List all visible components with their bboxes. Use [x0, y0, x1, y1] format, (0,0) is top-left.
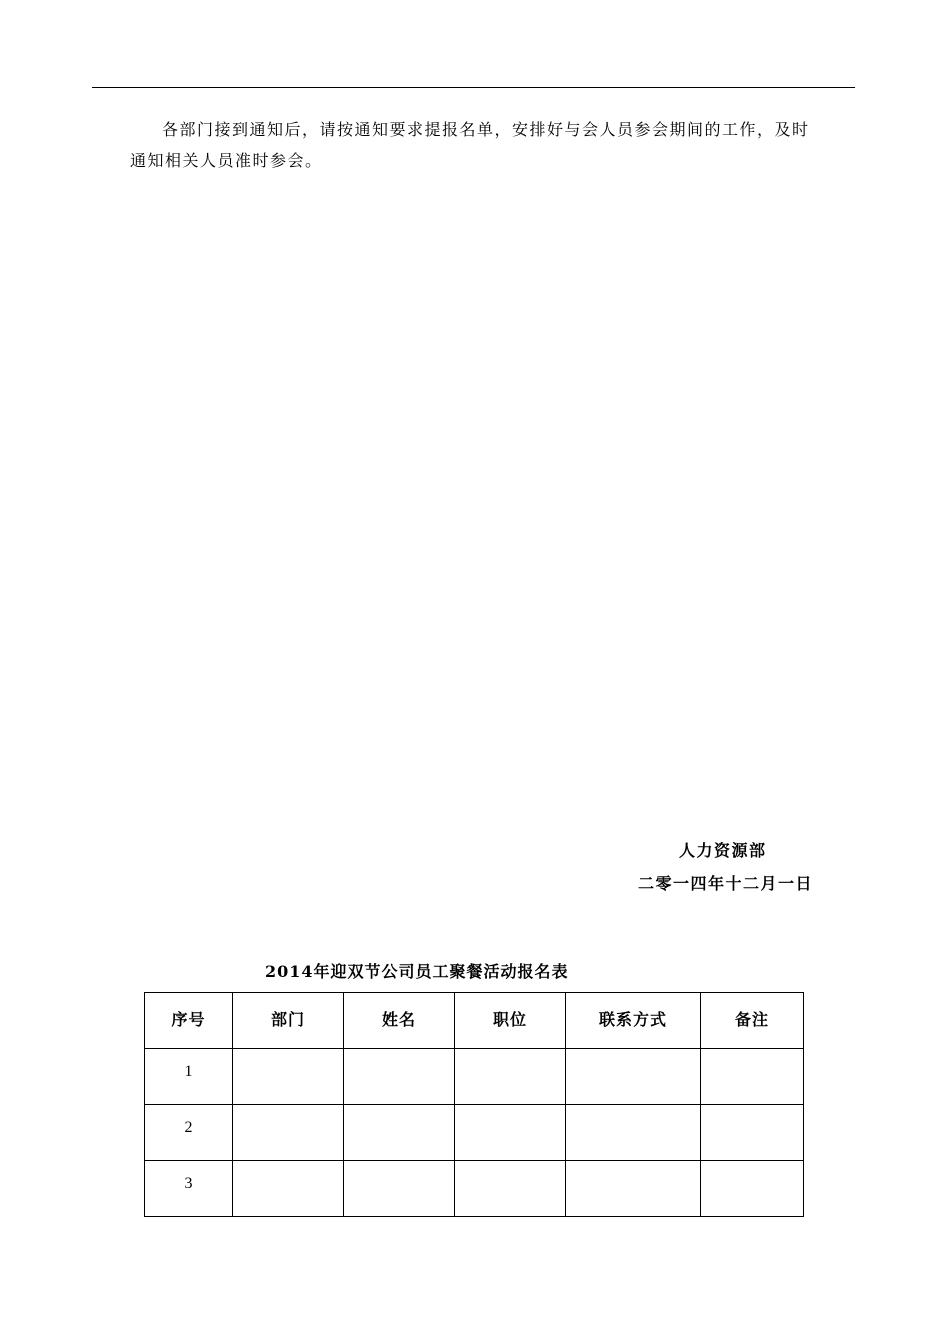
cell-position[interactable] — [455, 1049, 566, 1105]
signature-department: 人力资源部 — [679, 841, 767, 860]
notice-line-1: 各部门接到通知后，请按通知要求提报名单，安排好与会人员参会期间的工作，及时 — [162, 120, 810, 139]
cell-remarks[interactable] — [701, 1105, 804, 1161]
cell-position[interactable] — [455, 1105, 566, 1161]
cell-department[interactable] — [233, 1049, 344, 1105]
cell-contact[interactable] — [566, 1105, 701, 1161]
signature-date: 二零一四年十二月一日 — [638, 874, 814, 893]
row-index: 2 — [145, 1105, 233, 1161]
table-row — [145, 1049, 804, 1105]
form-title: 2014年迎双节公司员工聚餐活动报名表 — [265, 962, 569, 981]
notice-line-2: 通知相关人员准时参会。 — [130, 151, 323, 170]
header-index: 序号 — [145, 993, 233, 1049]
cell-position[interactable] — [455, 1161, 566, 1217]
table-row — [145, 1161, 804, 1217]
cell-contact[interactable] — [566, 1049, 701, 1105]
notice-paragraph — [130, 114, 860, 176]
table-row — [145, 1105, 804, 1161]
cell-remarks[interactable] — [701, 1161, 804, 1217]
cell-name[interactable] — [344, 1049, 455, 1105]
cell-remarks[interactable] — [701, 1049, 804, 1105]
header-position: 职位 — [455, 993, 566, 1049]
cell-department[interactable] — [233, 1161, 344, 1217]
header-name: 姓名 — [344, 993, 455, 1049]
header-remarks: 备注 — [701, 993, 804, 1049]
signup-table — [144, 992, 804, 1217]
row-index: 3 — [145, 1161, 233, 1217]
row-index: 1 — [145, 1049, 233, 1105]
cell-contact[interactable] — [566, 1161, 701, 1217]
cell-name[interactable] — [344, 1161, 455, 1217]
cell-department[interactable] — [233, 1105, 344, 1161]
header-contact: 联系方式 — [566, 993, 701, 1049]
header-department: 部门 — [233, 993, 344, 1049]
header-rule — [92, 87, 855, 88]
table-header-row — [145, 993, 804, 1049]
cell-name[interactable] — [344, 1105, 455, 1161]
